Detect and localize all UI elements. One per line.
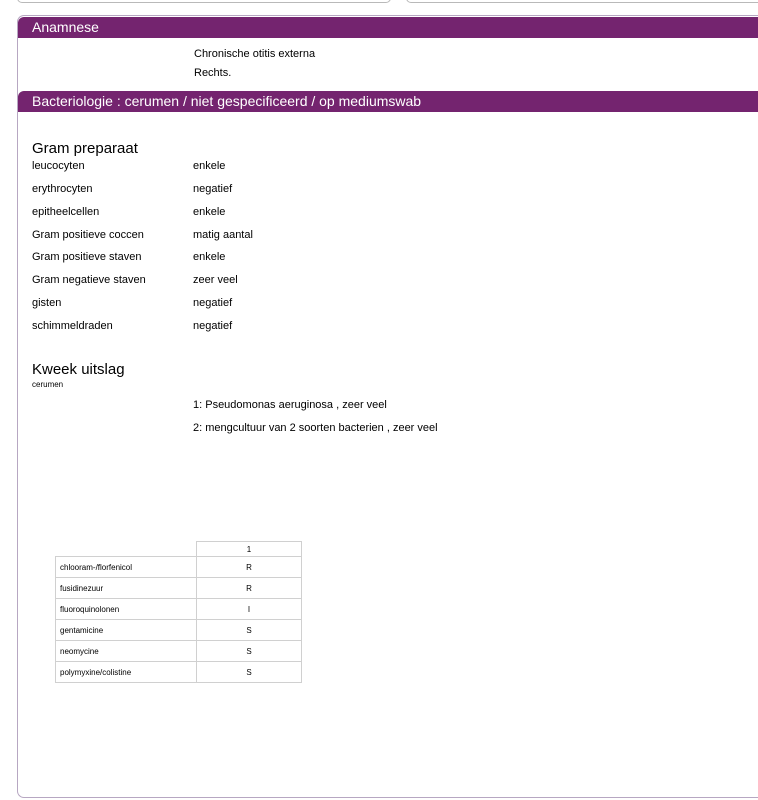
table-row bbox=[56, 578, 302, 599]
gram-value: negatief bbox=[193, 320, 233, 332]
gram-label: gisten bbox=[32, 297, 62, 309]
antibiotic-result: S bbox=[197, 620, 302, 641]
antibiotic-name: polymyxine/colistine bbox=[56, 662, 197, 683]
antibiotic-name: gentamicine bbox=[56, 620, 197, 641]
gram-label: Gram positieve coccen bbox=[32, 229, 144, 241]
gram-value: enkele bbox=[193, 251, 226, 263]
kweek-title: Kweek uitslag bbox=[32, 361, 125, 378]
table-row bbox=[56, 599, 302, 620]
kweek-result-2: 2: mengcultuur van 2 soorten bacterien , zeer veel bbox=[193, 422, 438, 434]
table-row bbox=[56, 620, 302, 641]
antibiotic-result: S bbox=[197, 662, 302, 683]
antibiotic-name: fusidinezuur bbox=[56, 578, 197, 599]
gram-value: matig aantal bbox=[193, 229, 253, 241]
table-row bbox=[56, 662, 302, 683]
gram-value: negatief bbox=[193, 297, 233, 309]
antibiogram-column-header: 1 bbox=[197, 542, 302, 557]
previous-panel-left-edge bbox=[17, 0, 391, 3]
anamnese-header: Anamnese bbox=[18, 17, 758, 38]
table-row bbox=[56, 557, 302, 578]
anamnese-line-2: Rechts. bbox=[194, 67, 232, 79]
gram-label: leucocyten bbox=[32, 160, 85, 172]
table-row bbox=[56, 641, 302, 662]
bacteriologie-header: Bacteriologie : cerumen / niet gespecificeerd / op mediumswab bbox=[18, 91, 758, 112]
gram-label: epitheelcellen bbox=[32, 206, 100, 218]
gram-label: schimmeldraden bbox=[32, 320, 113, 332]
antibiotic-result: I bbox=[197, 599, 302, 620]
gram-value: negatief bbox=[193, 183, 233, 195]
gram-label: erythrocyten bbox=[32, 183, 93, 195]
antibiotic-name: fluoroquinolonen bbox=[56, 599, 197, 620]
gram-value: zeer veel bbox=[193, 274, 238, 286]
antibiotic-name: chlooram-/florfenicol bbox=[56, 557, 197, 578]
antibiotic-name: neomycine bbox=[56, 641, 197, 662]
gram-value: enkele bbox=[193, 160, 226, 172]
antibiotic-result: R bbox=[197, 578, 302, 599]
previous-panel-right-edge bbox=[406, 0, 758, 3]
kweek-subtitle: cerumen bbox=[32, 380, 64, 389]
gram-title: Gram preparaat bbox=[32, 140, 138, 157]
antibiogram-header-row bbox=[56, 542, 302, 557]
anamnese-line-1: Chronische otitis externa bbox=[194, 48, 316, 60]
antibiotic-result: R bbox=[197, 557, 302, 578]
kweek-result-1: 1: Pseudomonas aeruginosa , zeer veel bbox=[193, 399, 387, 411]
gram-label: Gram positieve staven bbox=[32, 251, 142, 263]
antibiogram-table bbox=[55, 541, 302, 683]
antibiogram-corner bbox=[56, 542, 197, 557]
gram-label: Gram negatieve staven bbox=[32, 274, 146, 286]
gram-value: enkele bbox=[193, 206, 226, 218]
antibiotic-result: S bbox=[197, 641, 302, 662]
